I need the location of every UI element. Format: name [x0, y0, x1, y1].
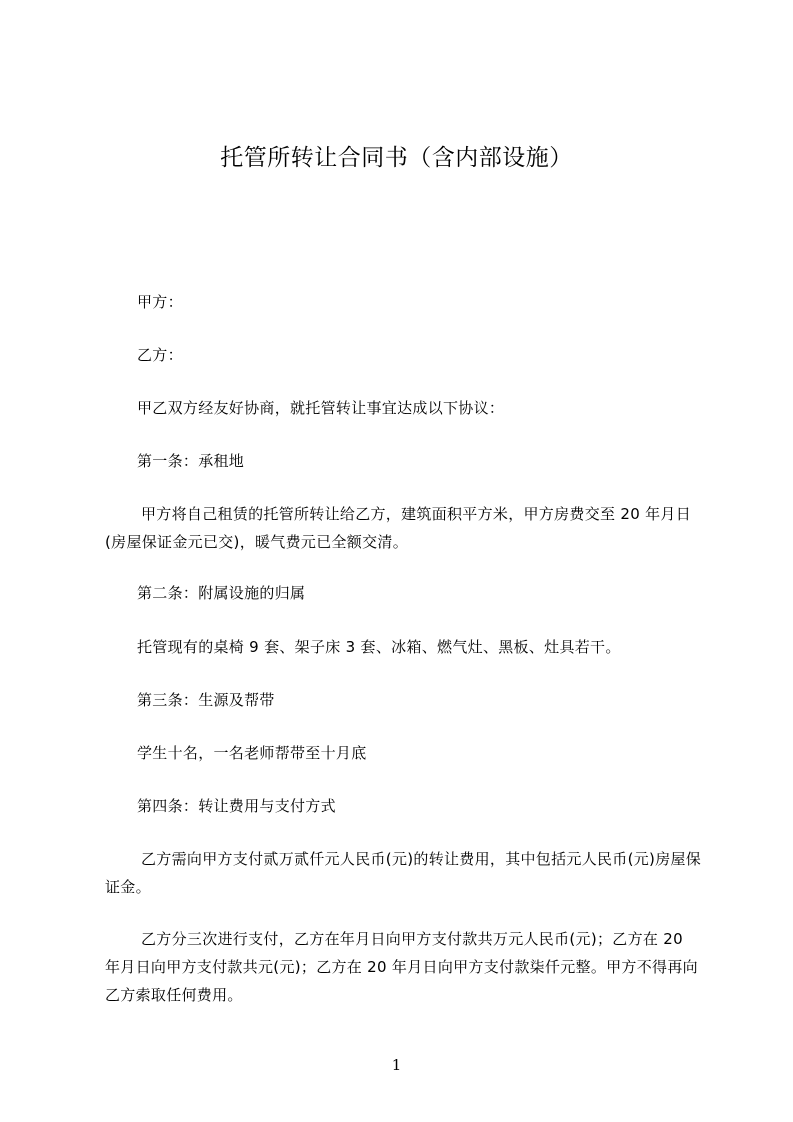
- article-4-heading: 第四条：转让费用与支付方式: [137, 797, 336, 815]
- article-4-body-2: 乙方分三次进行支付，乙方在年月日向甲方支付款共万元人民币(元)；乙方在 20 年月日向甲方支付款共元(元)；乙方在 20 年月日向甲方支付款柒仟元整。甲方不得再向乙方索取任何费用。: [105, 930, 698, 1004]
- article-3-heading: 第三条：生源及帮带: [137, 691, 275, 709]
- document-title: 托管所转让合同书（含内部设施）: [220, 145, 573, 171]
- party-a-line: 甲方：: [137, 293, 183, 311]
- party-b-line: 乙方：: [137, 346, 183, 364]
- article-4-body-1: 乙方需向甲方支付贰万贰仟元人民币(元)的转让费用，其中包括元人民币(元)房屋保证金。: [105, 850, 702, 896]
- article-2-body: 托管现有的桌椅 9 套、架子床 3 套、冰箱、燃气灶、黑板、灶具若干。: [137, 638, 621, 656]
- article-2-heading: 第二条：附属设施的归属: [137, 584, 306, 602]
- intro-paragraph: 甲乙双方经友好协商，就托管转让事宜达成以下协议：: [137, 399, 505, 417]
- article-1-body: 甲方将自己租赁的托管所转让给乙方，建筑面积平方米，甲方房费交至 20 年月日(房屋保证金元已交)，暖气费元已全额交清。: [105, 505, 692, 551]
- article-1-heading: 第一条：承租地: [137, 452, 245, 470]
- article-3-body: 学生十名，一名老师帮带至十月底: [137, 744, 367, 762]
- page-number: 1: [391, 1056, 402, 1074]
